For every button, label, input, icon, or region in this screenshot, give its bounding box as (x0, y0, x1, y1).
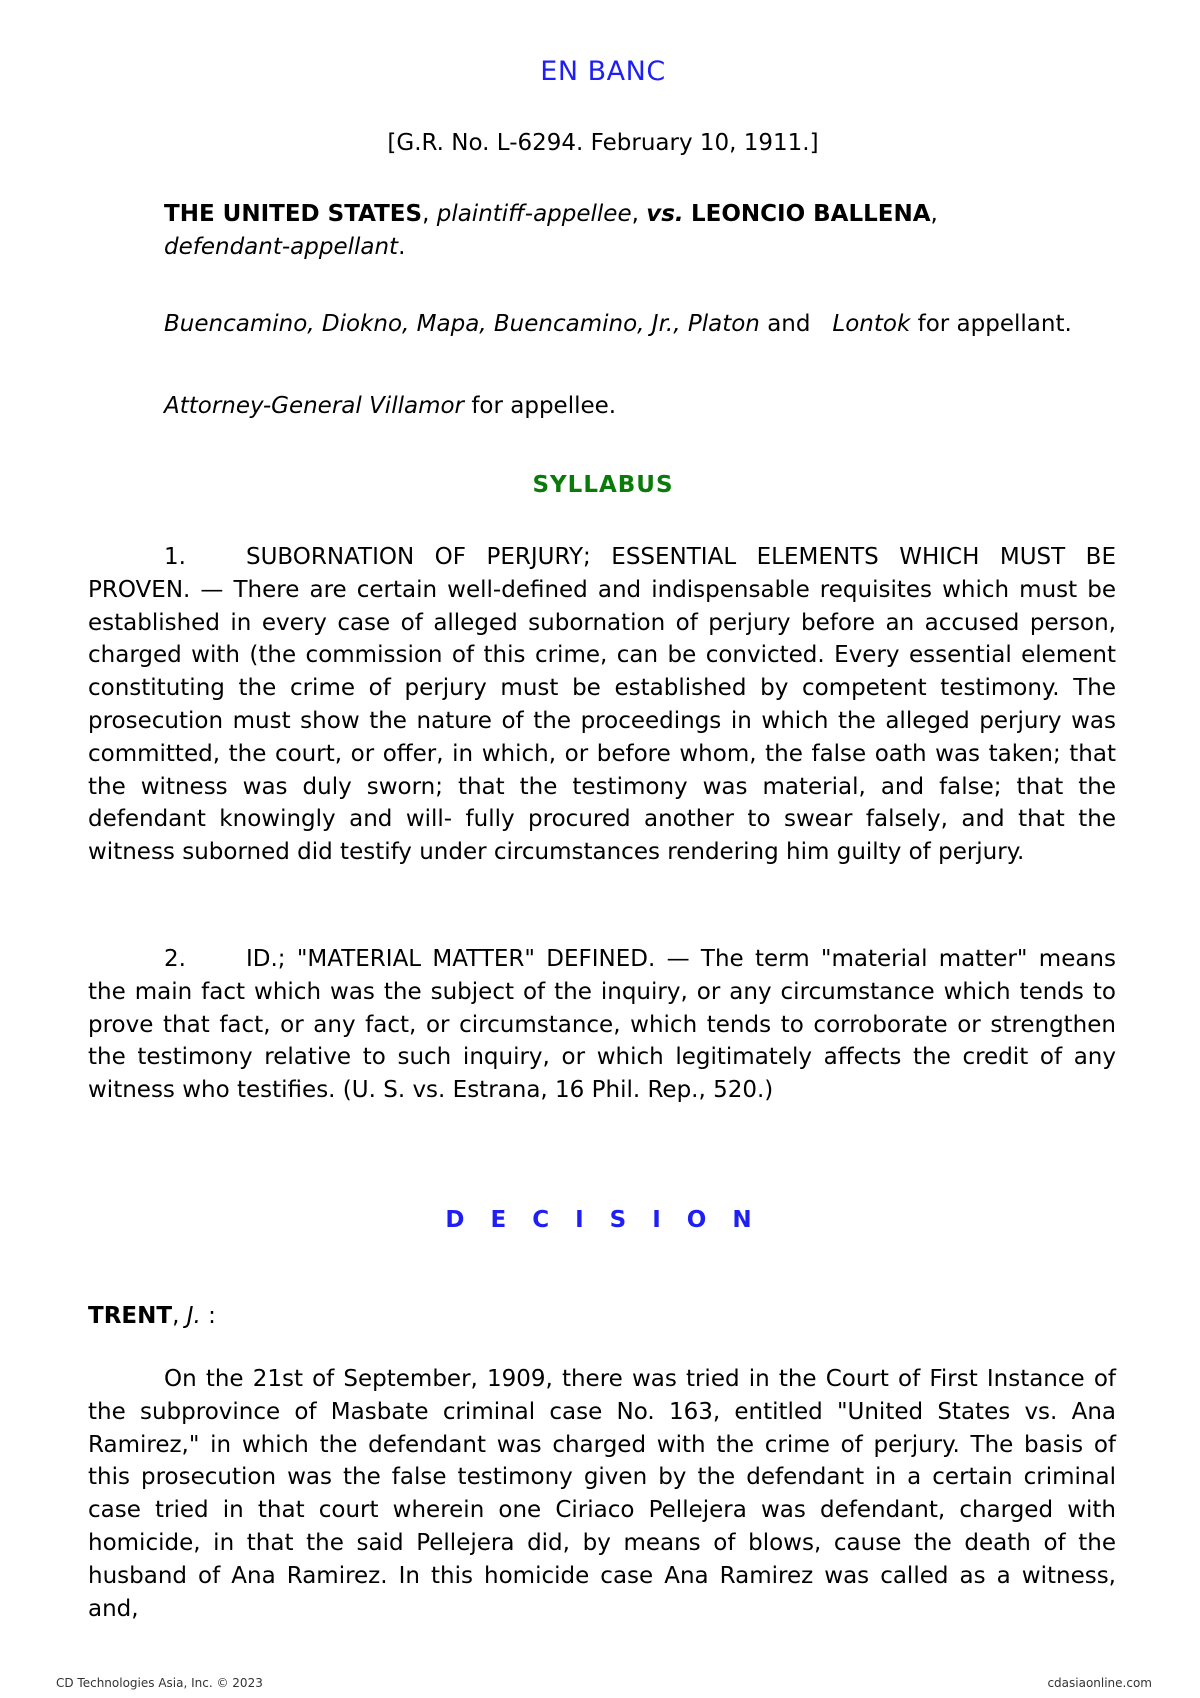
syllabus-item-number: 1. (164, 544, 186, 570)
appellant-counsel-last: Lontok (832, 311, 911, 337)
ponente-line: TRENT, J. : (88, 1303, 216, 1329)
syllabus-item-number: 2. (164, 946, 186, 972)
footer-website-link[interactable]: cdasiaonline.com (1047, 1676, 1152, 1690)
appellant-counsel (88, 308, 1116, 341)
defendant-role: defendant-appellant (164, 234, 399, 260)
appellee-counsel (164, 390, 1104, 423)
syllabus-item-text: ID.; "MATERIAL MATTER" DEFINED. — The term "material matter" means the main fact which was the subject of the inquiry, or any circumstance which tends to prove that fact, or any fact, or circumstance, which tends to corroborate or strengthen the testimony relative to such inquiry, or which legitimately affects the credit of any witness who testifies. (U. S. vs. Estrana, 16 Phil. Rep., 520.) (88, 946, 1116, 1104)
versus-label: vs. (646, 201, 684, 227)
appellee-suffix: for appellee. (471, 393, 617, 419)
syllabus-item-2 (88, 943, 1116, 1107)
decision-heading: D E C I S I O N (445, 1207, 761, 1233)
footer-publisher: CD Technologies Asia, Inc. © 2023 (56, 1676, 263, 1690)
case-parties: THE UNITED STATES, plaintiff-appellee, vs. LEONCIO BALLENA, defendant-appellant. (164, 201, 938, 260)
appellant-suffix: for appellant. (917, 311, 1072, 337)
court-heading: EN BANC (540, 56, 666, 87)
decision-paragraph: On the 21st of September, 1909, there was tried in the Court of First Instance of the subprovince of Masbate criminal case No. 163, entitled "United States vs. Ana Ramirez," in which the defendant was charged with the crime of perjury. The basis of this prosecution was the false testimony given by the defendant in a certain criminal case tried in that court wherein one Ciriaco Pellejera was defendant, charged with homicide, in that the said Pellejera did, by means of blows, cause the death of the husband of Ana Ramirez. In this homicide case Ana Ramirez was called as a witness, and, (88, 1366, 1116, 1622)
ponente-title: J. (186, 1303, 201, 1329)
defendant-name: LEONCIO BALLENA (690, 201, 931, 227)
syllabus-item-text: SUBORNATION OF PERJURY; ESSENTIAL ELEMENTS WHICH MUST BE PROVEN. — There are certain well-defined and indispensable requisites which must be established in every case of alleged subornation of perjury before an accused person, charged with (the commission of this crime, can be convicted. Every essential element constituting the crime of perjury must be established by competent testimony. The prosecution must show the nature of the proceedings in which the alleged perjury was committed, the court, or offer, in which, or before whom, the false oath was taken; that the witness was duly sworn; that the testimony was material, and false; that the defendant knowingly and will- fully procured another to swear falsely, and that the witness suborned did testify under circumstances rendering him guilty of perjury. (88, 544, 1116, 866)
appellant-counsel-names: Buencamino, Diokno, Mapa, Buencamino, Jr., Platon (164, 311, 760, 337)
syllabus-heading: SYLLABUS (532, 472, 674, 498)
case-number: [G.R. No. L-6294. February 10, 1911.] (387, 130, 819, 156)
appellee-counsel-name: Attorney-General Villamor (164, 393, 464, 419)
syllabus-item-1 (88, 541, 1116, 869)
plaintiff-name: THE UNITED STATES (164, 201, 423, 227)
plaintiff-role: plaintiff-appellee (436, 201, 632, 227)
counsel-and: and (767, 311, 811, 337)
ponente-name: TRENT (88, 1303, 173, 1329)
ponente-colon: : (208, 1303, 216, 1329)
